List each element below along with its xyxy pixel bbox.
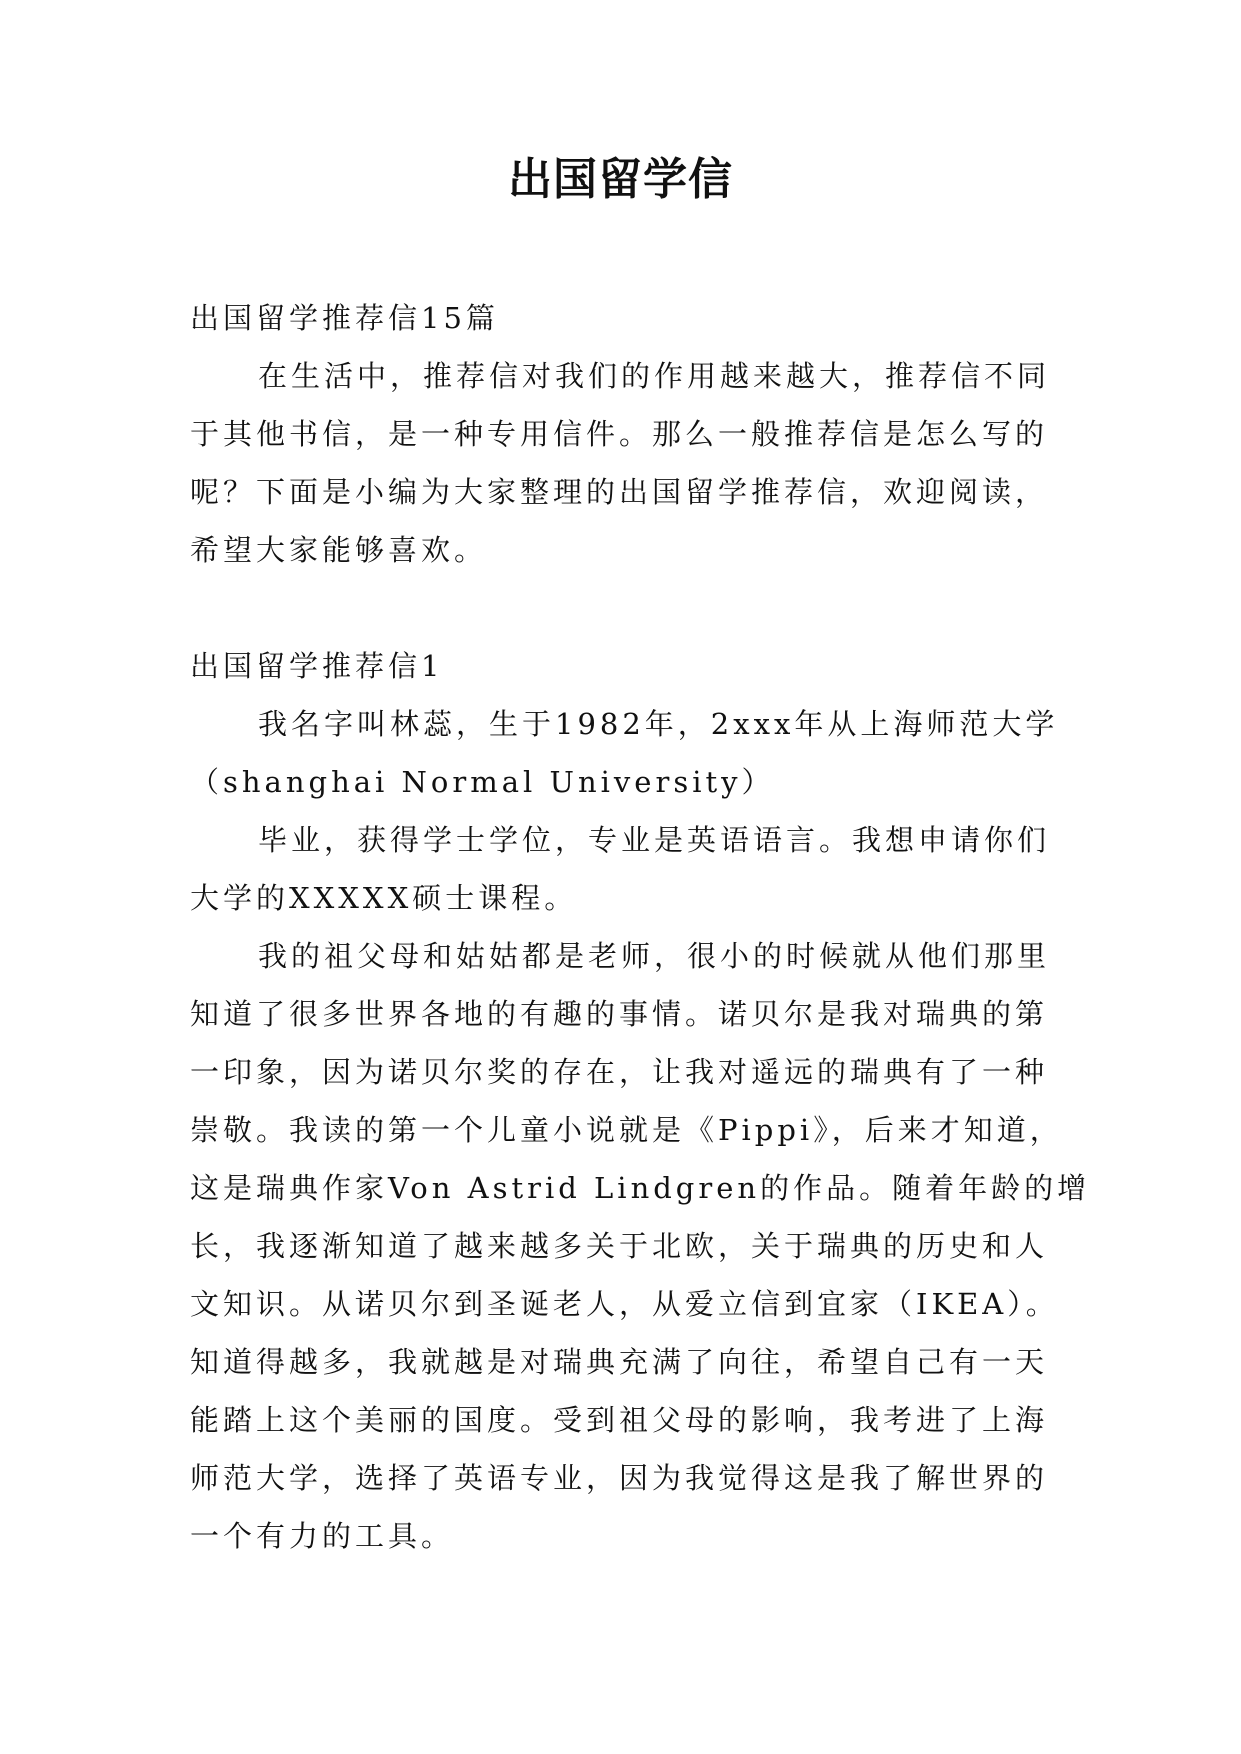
paragraph-line: 于其他书信，是一种专用信件。那么一般推荐信是怎么写的	[190, 417, 1049, 451]
document-body	[190, 289, 1091, 1565]
paragraph-line: 在生活中，推荐信对我们的作用越来越大，推荐信不同	[258, 359, 1051, 393]
paragraph-line: 知道得越多，我就越是对瑞典充满了向往，希望自己有一天	[190, 1345, 1049, 1379]
document-title: 出国留学信	[508, 154, 733, 205]
paragraph-line: 这是瑞典作家Von Astrid Lindgren的作品。随着年龄的增	[190, 1171, 1091, 1205]
paragraph-line: 师范大学，选择了英语专业，因为我觉得这是我了解世界的	[190, 1461, 1049, 1495]
paragraph-spacer	[190, 579, 1070, 637]
paragraph-line: 崇敬。我读的第一个儿童小说就是《Pippi》，后来才知道，	[190, 1113, 1063, 1147]
paragraph-line: 我名字叫林蕊，生于1982年，2xxx年从上海师范大学	[258, 707, 1059, 741]
paragraph-line: 呢？下面是小编为大家整理的出国留学推荐信，欢迎阅读，	[190, 475, 1049, 509]
paragraph-line: 一个有力的工具。	[190, 1519, 455, 1553]
paragraph-line: 长，我逐渐知道了越来越多关于北欧，关于瑞典的历史和人	[190, 1229, 1049, 1263]
paragraph-line: 希望大家能够喜欢。	[190, 533, 488, 567]
section-heading: 出国留学推荐信1	[190, 649, 444, 683]
paragraph-line: 我的祖父母和姑姑都是老师，很小的时候就从他们那里	[258, 939, 1051, 973]
paragraph-line: 毕业，获得学士学位，专业是英语语言。我想申请你们	[258, 823, 1051, 857]
paragraph-line: 能踏上这个美丽的国度。受到祖父母的影响，我考进了上海	[190, 1403, 1049, 1437]
section-heading: 出国留学推荐信15篇	[190, 301, 499, 335]
paragraph-line: 一印象，因为诺贝尔奖的存在，让我对遥远的瑞典有了一种	[190, 1055, 1049, 1089]
paragraph-line: 文知识。从诺贝尔到圣诞老人，从爱立信到宜家（IKEA）。	[190, 1287, 1059, 1321]
paragraph-line: （shanghai Normal University）	[190, 765, 775, 799]
paragraph-line: 知道了很多世界各地的有趣的事情。诺贝尔是我对瑞典的第	[190, 997, 1049, 1031]
paragraph-line: 大学的XXXXX硕士课程。	[190, 881, 578, 915]
